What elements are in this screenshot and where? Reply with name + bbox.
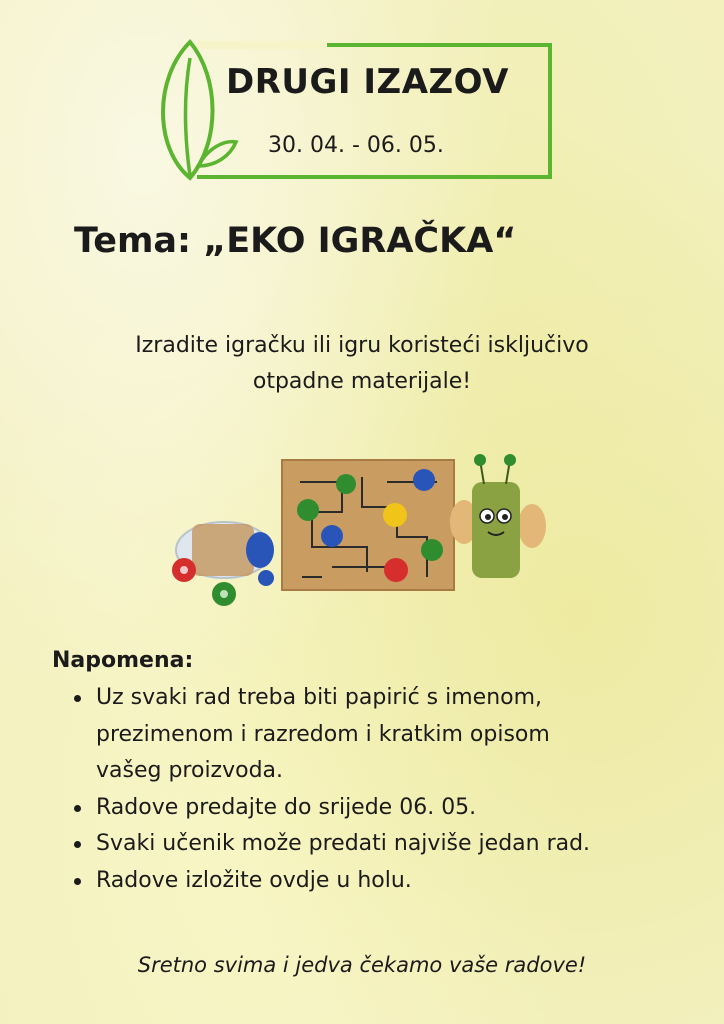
paper-roll-bug-icon <box>450 454 546 578</box>
eco-toys-illustration <box>162 452 552 612</box>
list-item-line: vašeg proizvoda. <box>96 758 284 783</box>
intro-line: Izradite igračku ili igru koristeći isključivo <box>135 333 589 358</box>
note-list <box>70 680 690 899</box>
list-item-line: Radove predajte do srijede 06. 05. <box>96 794 477 820</box>
note-heading: Napomena: <box>52 648 194 673</box>
challenge-dates: 30. 04. - 06. 05. <box>268 133 444 158</box>
list-item <box>70 790 690 827</box>
list-item-line: Svaki učenik može predati najviše jedan rad. <box>96 831 591 856</box>
list-item-line: Uz svaki rad treba biti papirić s imenom, <box>96 685 543 710</box>
intro-text <box>62 328 662 400</box>
leaf-logo-icon <box>158 38 248 183</box>
list-item <box>70 680 690 790</box>
intro-line: otpadne materijale! <box>252 369 472 394</box>
theme-heading: Tema: „EKO IGRAČKA“ <box>74 221 517 261</box>
list-item <box>70 826 690 863</box>
challenge-title: DRUGI IZAZOV <box>226 62 509 102</box>
closing-message: Sretno svima i jedva čekamo vaše radove! <box>137 953 587 977</box>
list-item <box>70 863 690 900</box>
list-item-line: Radove izložite ovdje u holu. <box>96 867 412 893</box>
cardboard-maze-game-icon <box>282 460 454 590</box>
bottle-car-toy-icon <box>172 522 274 606</box>
list-item-line: prezimenom i razredom i kratkim opisom <box>96 721 550 747</box>
